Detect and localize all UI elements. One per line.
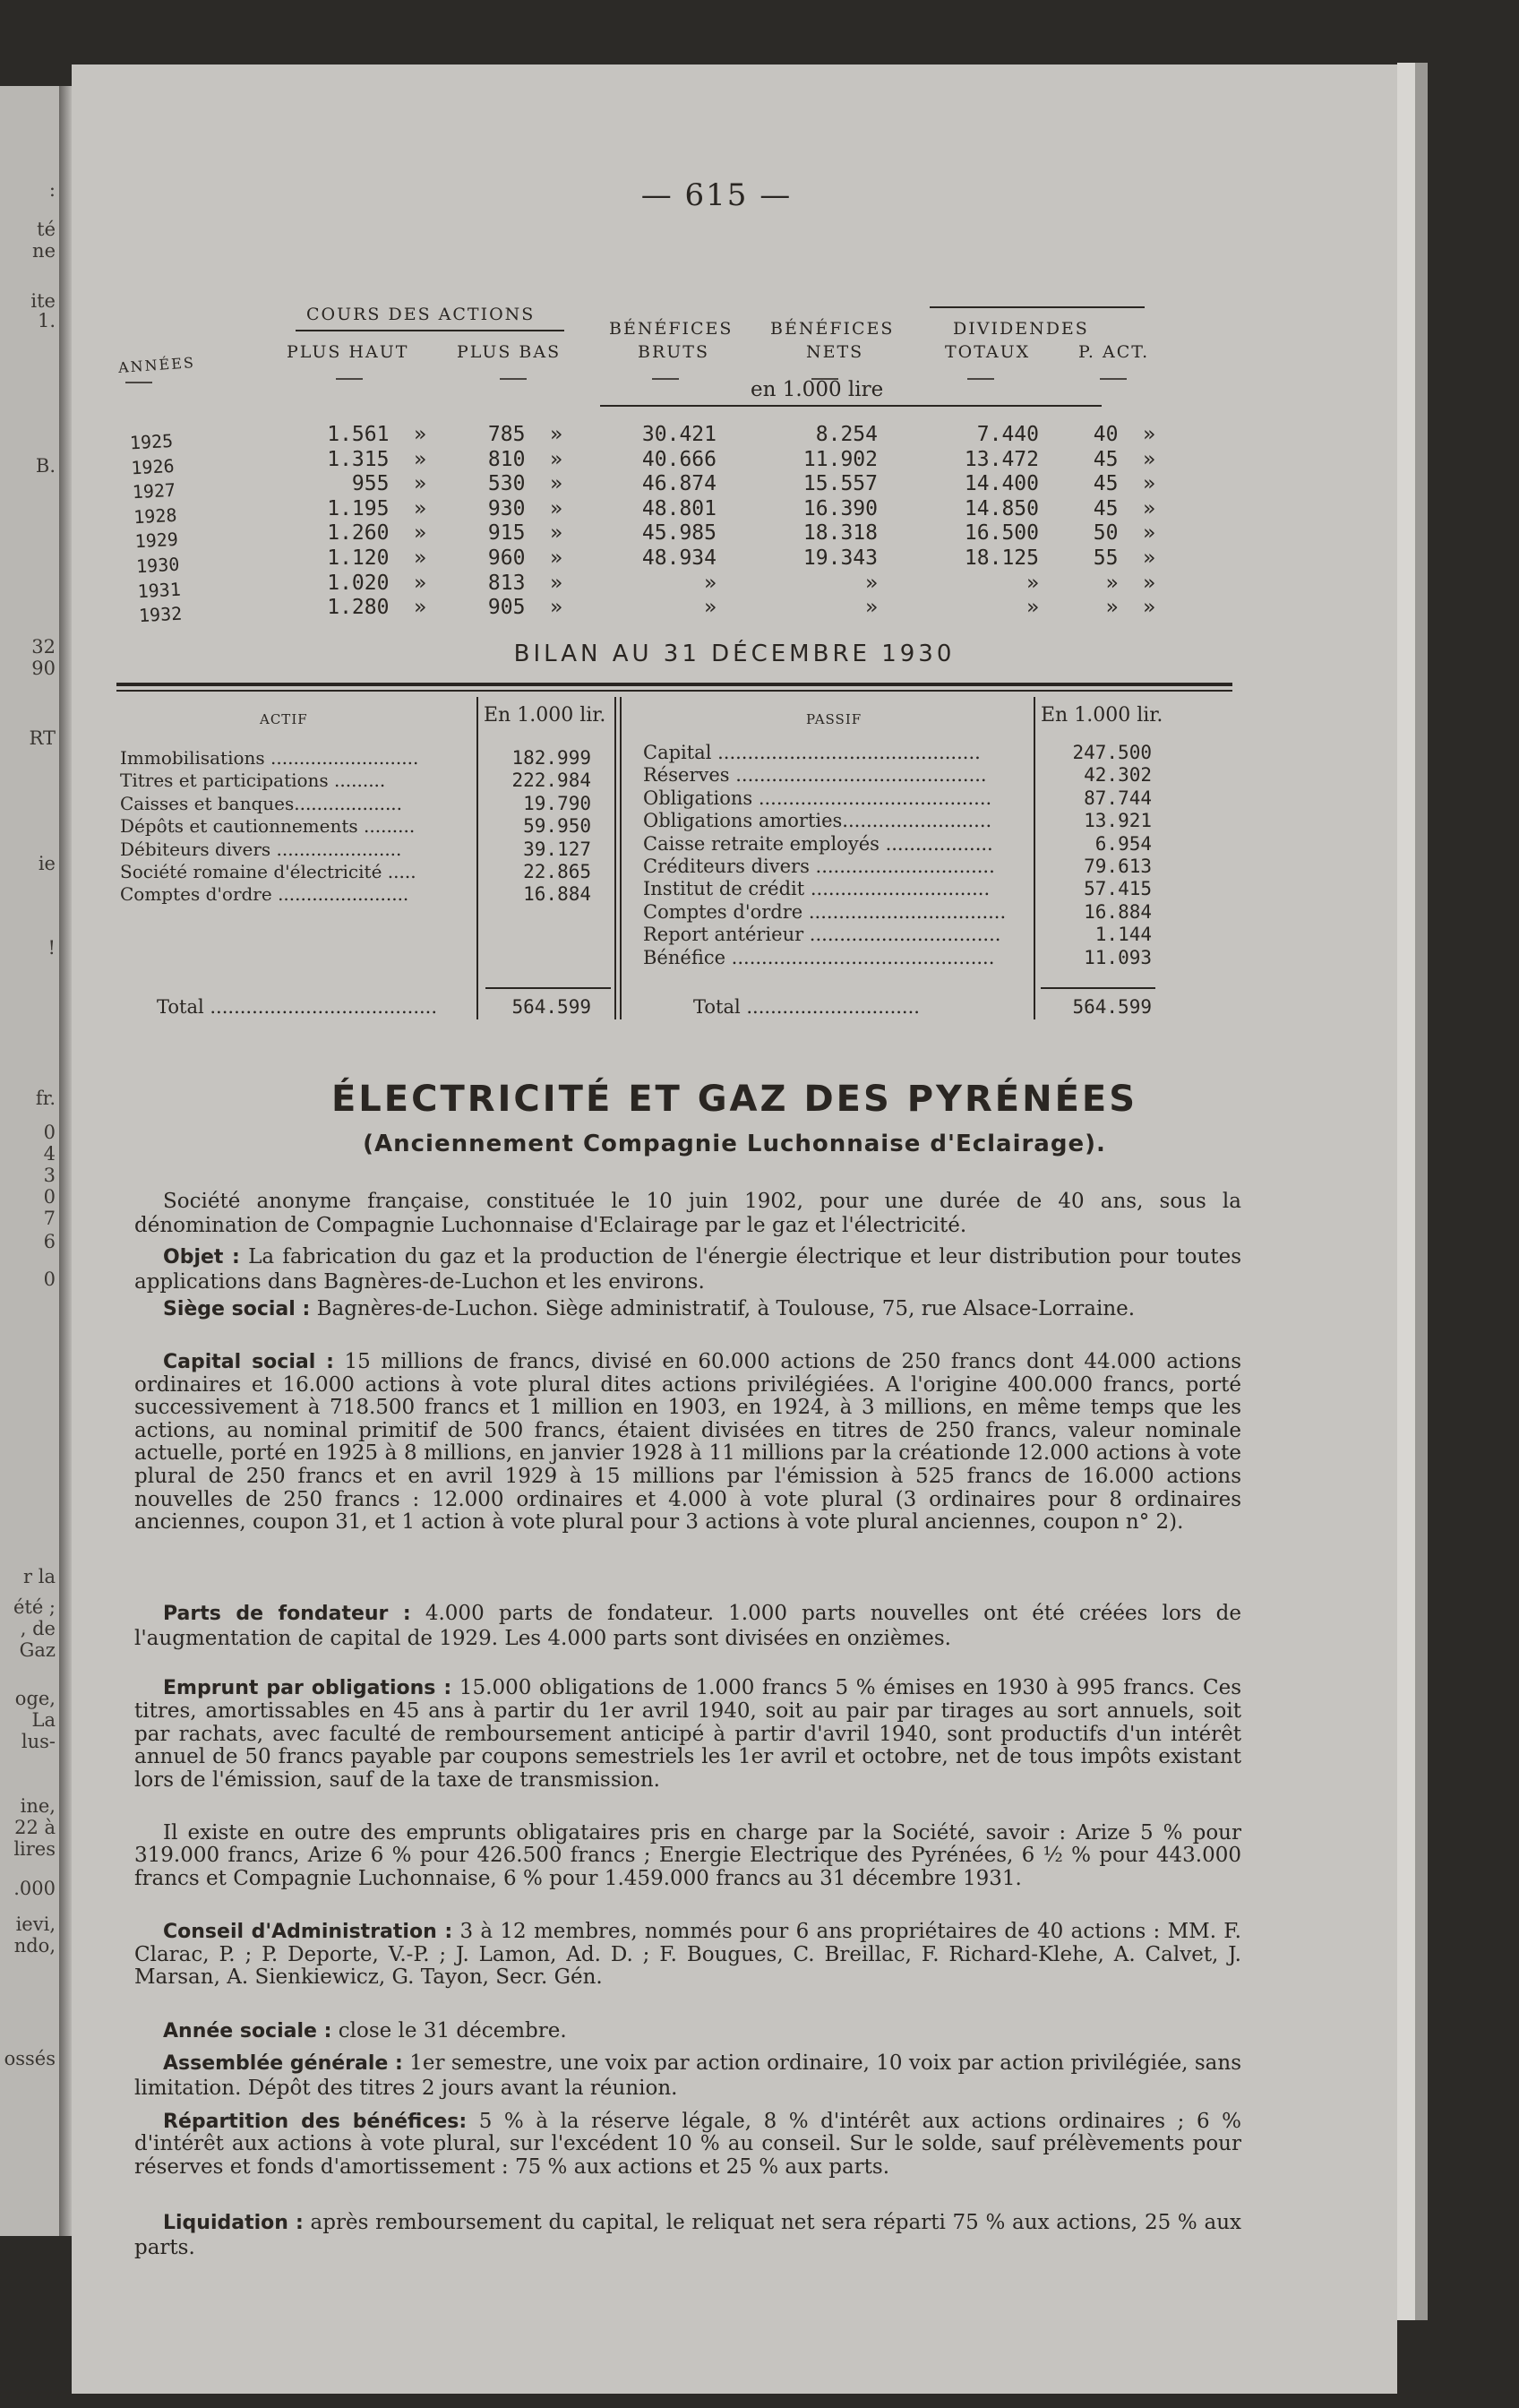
header-plus-bas: PLUS BAS: [457, 342, 562, 362]
annee-paragraph: [134, 2019, 1241, 2044]
left-page-fragment: 0: [43, 1186, 56, 1208]
left-page-fragment: ne: [32, 240, 56, 262]
liquidation-text: après remboursement du capital, le reliquat net sera réparti 75 % aux actions, 25 % aux parts.: [134, 2211, 1241, 2259]
siege-text: Bagnères-de-Luchon. Siège administratif, à Toulouse, 75, rue Alsace-Lorraine.: [310, 1297, 1136, 1320]
left-page-fragment: :: [48, 179, 56, 201]
left-page-fragment: 32: [31, 636, 56, 658]
column-rule: [620, 697, 622, 1019]
parts-text: 4.000 parts de fondateur. 1.000 parts nouvelles ont été créées lors de l'augmentation de capital de 1929. Les 4.000 parts sont divisées en onzièmes.: [134, 1602, 1241, 1650]
brace-line: [296, 330, 564, 331]
siege-paragraph: [134, 1297, 1241, 1322]
divider: [967, 378, 994, 380]
nets-column: 8.254 11.902 15.557 16.390 18.318 19.343 » »: [802, 423, 878, 620]
header-totaux: TOTAUX: [945, 342, 1031, 362]
conseil-text: 3 à 12 membres, nommés pour 6 ans propriétaires de 40 actions : MM. F. Clarac, P. ; P. Deporte, V.-P. ; J. Lamon, Ad. D. ; F. Bougues, C. Breillac, F. Richard-Klehe, A. Calvet, J. Marsan, A. Sienkiewicz, G. Tayon, Secr. Gén.: [134, 1920, 1241, 1990]
parts-paragraph: [134, 1602, 1241, 1650]
brace-line: [930, 306, 1145, 308]
page-edge-shadow: [1415, 63, 1428, 2320]
left-page-fragment: 6: [43, 1231, 56, 1252]
left-page-fragment: ievi,: [15, 1914, 56, 1935]
capital-text: 15 millions de francs, divisé en 60.000 actions de 250 francs dont 44.000 actions ordinaires et 16.000 actions à vote plural dites actions privilégiées. A l'origine 400.000 francs, porté successivement à 718.500 francs et 1 million en 1903, en 1924, à 3 millions, en même temps que les actions, au nominal primitif de 500 francs, étaient divisées en titres de 250 francs, valeur nominale actuelle, porté en 1925 à 8 millions, en janvier 1928 à 11 millions par la créationde 12.000 actions à vote plural de 250 francs et en avril 1929 à 15 millions par l'émission à 525 francs de 16.000 actions nouvelles de 250 francs : 12.000 ordinaires et 4.000 à vote plural (3 ordinaires pour 8 ordinaires anciennes, coupon 31, et 1 action à vote plural pour 3 actions à vote plural anciennes, coupon n° 2).: [134, 1350, 1241, 1535]
assemblee-label: Assemblée générale :: [163, 2052, 403, 2075]
years-column: 1925 1926 1927 1928 1929 1930 1931 1932: [129, 429, 183, 627]
page-number: — 615 —: [640, 177, 793, 213]
header-benefices-nets: BÉNÉFICES: [770, 319, 895, 339]
company-title: ÉLECTRICITÉ ET GAZ DES PYRÉNÉES: [330, 1079, 1138, 1120]
header-p-act: P. ACT.: [1078, 342, 1150, 362]
left-page-fragment: La: [31, 1709, 56, 1731]
capital-label: Capital social :: [163, 1351, 334, 1373]
assemblee-paragraph: [134, 2051, 1241, 2100]
left-page-fragment: Gaz: [19, 1639, 56, 1661]
left-page-fragment: 1.: [37, 310, 56, 331]
emprunt-paragraph: [134, 1677, 1241, 1793]
left-page-fragment: lires: [13, 1838, 56, 1860]
left-page-fragment: 4: [43, 1143, 56, 1165]
left-page-fragment: été ;: [13, 1596, 56, 1618]
header-nets: NETS: [806, 342, 864, 362]
left-page-fragment: !: [47, 937, 56, 959]
divider: [1100, 378, 1127, 380]
header-bruts: BRUTS: [638, 342, 709, 362]
passif-total: 564.599: [1072, 996, 1152, 1018]
repartition-text: 5 % à la réserve légale, 8 % d'intérêt aux actions ordinaires ; 6 % d'intérêt aux actions à vote plural, sur l'excédent 10 % au conseil. Sur le solde, sauf prélèvements pour réserves et fonds d'amortissement : 75 % aux actions et 25 % aux parts.: [134, 2110, 1241, 2179]
capital-paragraph: [134, 1351, 1241, 1535]
passif-values: 247.500 42.302 87.744 13.921 6.954 79.613 57.415 16.884 1.144 11.093: [1072, 742, 1152, 968]
divider: [125, 382, 152, 383]
actif-total-label: Total ......................................: [157, 996, 438, 1018]
emprunt-other-text: Il existe en outre des emprunts obligataires pris en charge par la Société, savoir : Arize 5 % pour 319.000 francs, Arize 6 % pour 426.500 francs ; Energie Electrique des Pyrénées, 6 ½ % pour 443.000 francs et Compagnie Luchonnaise, 6 % pour 1.459.000 francs au 31 décembre 1931.: [134, 1821, 1241, 1890]
column-rule: [614, 697, 616, 1019]
total-rule: [1041, 987, 1155, 989]
objet-label: Objet :: [163, 1246, 240, 1268]
divider: [336, 378, 363, 380]
divider: [652, 378, 679, 380]
unit-label: en 1.000 lire: [751, 378, 884, 401]
objet-text: La fabrication du gaz et la production de l'énergie électrique et leur distribution pour toutes applications dans Bagnères-de-Luchon et les environs.: [134, 1245, 1241, 1294]
left-page-fragment: 7: [43, 1208, 56, 1229]
left-page-fragment: 90: [31, 658, 56, 679]
left-page-fragment: té: [37, 219, 56, 240]
left-page-fragment: ie: [38, 853, 56, 874]
emprunt-other-paragraph: [134, 1822, 1241, 1890]
actif-items: Immobilisations .......................... Titres et participations ......... Caisses et banques................... Dépôts et cautionnements ......... Débiteurs divers ...................... Société romaine d'électricité ..... Comptes d'ordre .......................: [120, 747, 419, 906]
intro-text: Société anonyme française, constituée le 10 juin 1902, pour une durée de 40 ans, sous la dénomination de Compagnie Luchonnaise d'Eclairage par le gaz et l'électricité.: [134, 1190, 1241, 1237]
left-page-fragment: r la: [23, 1566, 56, 1587]
header-cours-des-actions: COURS DES ACTIONS: [306, 305, 536, 324]
passif-unit-header: En 1.000 lir.: [1041, 704, 1163, 727]
totaux-column: 7.440 13.472 14.400 14.850 16.500 18.125 » »: [964, 423, 1039, 620]
column-rule: [476, 697, 478, 1019]
book-page: [72, 64, 1397, 2394]
header-benefices-bruts: BÉNÉFICES: [609, 319, 734, 339]
left-page-fragment: 3: [43, 1165, 56, 1186]
column-rule: [1034, 697, 1035, 1019]
left-page-fragment: 0: [43, 1268, 56, 1290]
assemblee-text: 1er semestre, une voix par action ordinaire, 10 voix par action privilégiée, sans limitation. Dépôt des titres 2 jours avant la réunion.: [134, 2051, 1241, 2100]
liquidation-label: Liquidation :: [163, 2212, 304, 2234]
bilan-title: BILAN AU 31 DÉCEMBRE 1930: [513, 641, 956, 667]
company-subtitle: (Anciennement Compagnie Luchonnaise d'Eclairage).: [363, 1131, 1106, 1157]
conseil-paragraph: [134, 1921, 1241, 1990]
plus-haut-column: 1.561 » 1.315 » 955 » 1.195 » 1.260 » 1.120 » 1.020 » 1.280 »: [327, 423, 426, 620]
left-page-fragment: 0: [43, 1122, 56, 1143]
objet-paragraph: [134, 1245, 1241, 1294]
actif-unit-header: En 1.000 lir.: [484, 704, 606, 727]
annee-text: close le 31 décembre.: [331, 2019, 567, 2042]
passif-header: PASSIF: [806, 711, 862, 727]
liquidation-paragraph: [134, 2211, 1241, 2259]
parts-label: Parts de fondateur :: [163, 1603, 411, 1625]
page-edge-stack: [1397, 63, 1415, 2320]
left-page-fragment: .000: [13, 1878, 56, 1899]
actif-header: ACTIF: [260, 711, 308, 727]
rule: [116, 690, 1232, 692]
left-page-fragment: RT: [29, 727, 56, 749]
left-page-fragment: ossés: [4, 2048, 56, 2069]
left-page-fragment: oge,: [14, 1688, 56, 1709]
emprunt-text: 15.000 obligations de 1.000 francs 5 % émises en 1930 à 995 francs. Ces titres, amortissables en 45 ans à partir du 1er avril 1940, soit au pair par tirages au sort annuels, soit par rachats, avec faculté de remboursement anticipé à partir d'avril 1940, sont productifs d'un intérêt annuel de 50 francs payable par coupons semestriels les 1er avril et octobre, net de tous impôts existant lors de l'émission, sauf de la taxe de transmission.: [134, 1676, 1242, 1793]
repartition-paragraph: [134, 2111, 1241, 2179]
header-plus-haut: PLUS HAUT: [287, 342, 409, 362]
siege-label: Siège social :: [163, 1298, 311, 1320]
annee-label: Année sociale :: [163, 2020, 332, 2042]
divider: [500, 378, 527, 380]
left-page-fragment: lus-: [21, 1731, 56, 1752]
header-dividendes: DIVIDENDES: [953, 319, 1089, 339]
passif-total-label: Total .............................: [693, 996, 920, 1018]
left-page-fragment: fr.: [35, 1088, 56, 1109]
actif-values: 182.999 222.984 19.790 59.950 39.127 22.865 16.884: [511, 747, 591, 906]
actif-total: 564.599: [511, 996, 591, 1018]
intro-paragraph: [134, 1190, 1241, 1237]
brace-line: [600, 405, 1102, 407]
total-rule: [485, 987, 611, 989]
repartition-label: Répartition des bénéfices:: [163, 2111, 468, 2133]
left-page-edge: [0, 86, 59, 2236]
passif-items: Capital ............................................ Réserves .......................................... Obligations ....................................... Obligations amorties......................... Caisse retraite employés .................. Créditeurs divers .............................. Institut de crédit .............................. Comptes d'ordre ................................. Report antérieur ................................ Bénéfice ............................................: [643, 742, 1007, 968]
left-page-fragment: ndo,: [13, 1935, 56, 1956]
left-page-fragment: , de: [20, 1618, 56, 1639]
left-page-fragment: 22 à: [14, 1817, 56, 1838]
p-act-column: 40 » 45 » 45 » 45 » 50 » 55 » » » » »: [1093, 423, 1155, 620]
bruts-column: 30.421 40.666 46.874 48.801 45.985 48.934 » »: [641, 423, 717, 620]
plus-bas-column: 785 » 810 » 530 » 930 » 915 » 960 » 813 » 905 »: [487, 423, 562, 620]
conseil-label: Conseil d'Administration :: [163, 1921, 453, 1943]
rule: [116, 683, 1232, 686]
emprunt-label: Emprunt par obligations :: [163, 1677, 452, 1699]
left-page-fragment: B.: [35, 455, 56, 477]
header-annees: ANNÉES: [117, 354, 196, 376]
left-page-fragment: ite: [30, 290, 56, 312]
left-page-fragment: ine,: [20, 1795, 56, 1817]
